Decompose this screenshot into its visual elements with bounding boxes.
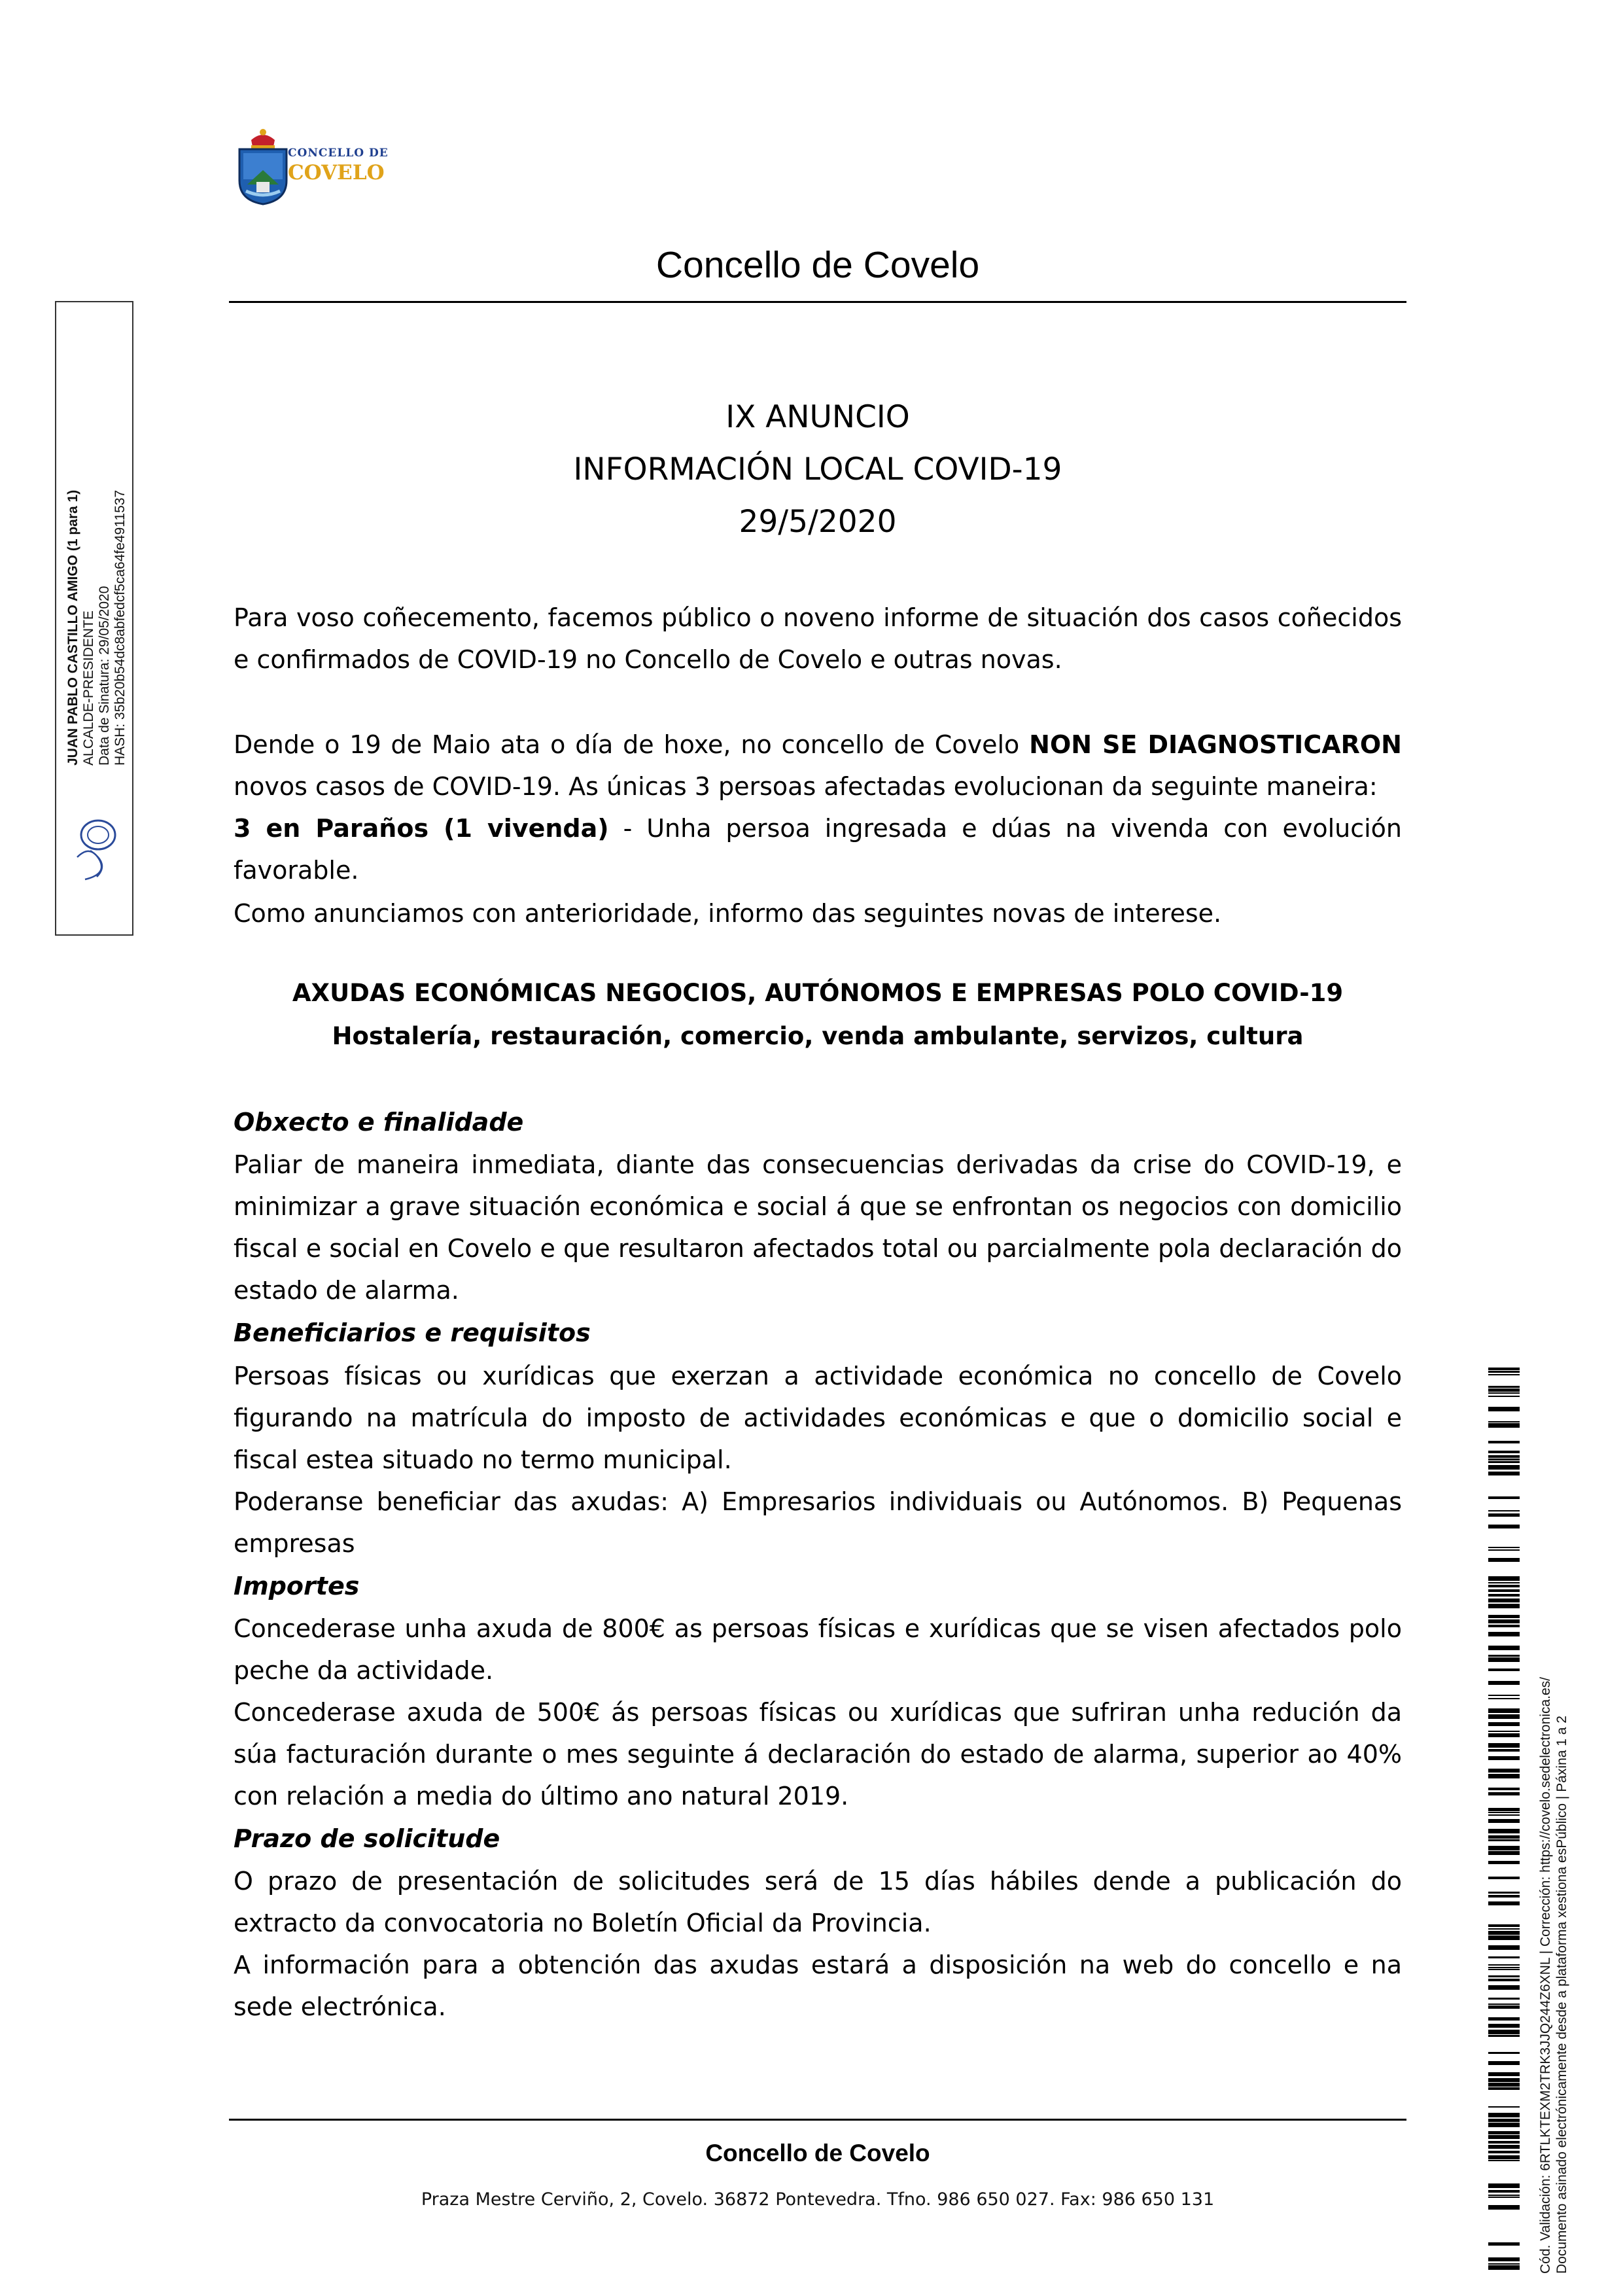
status-text-end: novos casos de COVID-19. As únicas 3 persoas afectadas evolucionan da seguinte maneira: xyxy=(234,772,1378,801)
barcode-bar xyxy=(1488,1964,1520,1966)
validation-barcode xyxy=(1488,1368,1520,2270)
barcode-bar xyxy=(1488,1956,1520,1958)
barcode-bar xyxy=(1488,1967,1520,1968)
coat-of-arms-icon xyxy=(237,127,289,209)
barcode-bar xyxy=(1488,2078,1520,2082)
barcode-bar xyxy=(1488,2155,1520,2159)
barcode-bar xyxy=(1488,2141,1520,2144)
barcode-bar xyxy=(1488,1808,1520,1811)
heading-beneficiarios: Beneficiarios e requisitos xyxy=(234,1318,591,1347)
footer-divider xyxy=(229,2119,1406,2121)
barcode-bar xyxy=(1488,1386,1520,1388)
barcode-bar xyxy=(1488,2119,1520,2122)
barcode-bar xyxy=(1488,1695,1520,1696)
barcode-bar xyxy=(1488,1558,1520,1562)
barcode-bar xyxy=(1488,1969,1520,1970)
barcode-bar xyxy=(1488,1895,1520,1898)
barcode-bar xyxy=(1488,2205,1520,2210)
heading-obxecto: Obxecto e finalidade xyxy=(234,1108,524,1137)
barcode-bar xyxy=(1488,1371,1520,1373)
barcode-bar xyxy=(1488,1368,1520,1370)
section-title: AXUDAS ECONÓMICAS NEGOCIOS, AUTÓNOMOS E EMPRESAS POLO COVID-19 xyxy=(292,979,1344,1007)
signer-role: ALCALDE-PRESIDENTE xyxy=(81,610,96,766)
barcode-bar xyxy=(1488,1451,1520,1453)
barcode-bar xyxy=(1488,1788,1520,1790)
barcode-bar xyxy=(1488,1423,1520,1428)
barcode-bar xyxy=(1488,1839,1520,1841)
barcode-bar xyxy=(1488,1525,1520,1528)
heading-importes: Importes xyxy=(234,1572,360,1600)
importes-text-2: Concederase axuda de 500€ ás persoas físicas ou xurídicas que sufriran unha redución da súa facturación durante o mes seguinte á declaración do estado de alarma, superior ao 40% con relación a media do último ano natural 2019. xyxy=(234,1698,1402,1810)
barcode-bar xyxy=(1488,1458,1520,1460)
intro-paragraph: Para voso coñecemento, facemos público o noveno informe de situación dos casos coñecidos e confirmados de COVID-19 no Concello de Covelo e outras novas. xyxy=(234,603,1402,674)
heading-prazo: Prazo de solicitude xyxy=(234,1824,500,1853)
barcode-bar xyxy=(1488,1769,1520,1773)
header-title: Concello de Covelo xyxy=(655,244,980,286)
barcode-bar xyxy=(1488,2004,1520,2005)
barcode-bar xyxy=(1488,1594,1520,1597)
barcode-bar xyxy=(1488,2024,1520,2028)
barcode-bar xyxy=(1488,1774,1520,1778)
barcode-bar xyxy=(1488,2242,1520,2246)
barcode-bar xyxy=(1488,1604,1520,1608)
status-highlight: NON SE DIAGNOSTICARON xyxy=(1029,730,1402,759)
barcode-bar xyxy=(1488,1374,1520,1375)
barcode-bar xyxy=(1488,2257,1520,2261)
barcode-bar xyxy=(1488,1496,1520,1499)
barcode-bar xyxy=(1488,1892,1520,1894)
barcode-bar xyxy=(1488,2005,1520,2009)
footer-title: Concello de Covelo xyxy=(705,2140,930,2166)
beneficiarios-text-1: Persoas físicas ou xurídicas que exerzan a actividade económica no concello de Covelo figurando na matrícula do imposto de actividades económicas e que o domicilio social e fiscal estea situado no termo municipal. xyxy=(234,1362,1402,1474)
barcode-bar xyxy=(1488,1441,1520,1443)
logo-text-line2: COVELO xyxy=(288,161,385,185)
barcode-bar xyxy=(1488,1814,1520,1816)
barcode-bar xyxy=(1488,1549,1520,1551)
barcode-bar xyxy=(1488,1681,1520,1685)
barcode-bar xyxy=(1488,1396,1520,1397)
announcement-date: 29/5/2020 xyxy=(739,504,897,540)
barcode-bar xyxy=(1488,1576,1520,1581)
barcode-bar xyxy=(1488,1625,1520,1627)
barcode-bar xyxy=(1488,2265,1520,2270)
barcode-bar xyxy=(1488,1421,1520,1422)
barcode-bar xyxy=(1488,1722,1520,1726)
barcode-bar xyxy=(1488,1407,1520,1411)
barcode-bar xyxy=(1488,1931,1520,1935)
barcode-bar xyxy=(1488,1743,1520,1748)
barcode-bar xyxy=(1488,1835,1520,1839)
beneficiarios-text-2: Poderanse beneficiar das axudas: A) Empresarios individuais ou Autónomos. B) Pequenas empresas xyxy=(234,1487,1402,1558)
barcode-bar xyxy=(1488,2263,1520,2265)
barcode-bar xyxy=(1488,1945,1520,1950)
barcode-bar xyxy=(1488,1388,1520,1392)
status-paragraph xyxy=(234,724,1402,891)
cases-highlight: 3 en Paraños (1 vivenda) xyxy=(234,814,609,843)
signature-hash: HASH: 35b20b54dc8abfedcf5ca64fe4911537 xyxy=(113,489,128,766)
barcode-bar xyxy=(1488,2083,1520,2087)
barcode-bar xyxy=(1488,1392,1520,1394)
barcode-bar xyxy=(1488,1733,1520,1737)
barcode-bar xyxy=(1488,1669,1520,1671)
status-text-start: Dende o 19 de Maio ata o día de hoxe, no concello de Covelo xyxy=(234,730,1030,759)
barcode-bar xyxy=(1488,1585,1520,1587)
barcode-bar xyxy=(1488,2113,1520,2117)
barcode-bar xyxy=(1488,1547,1520,1548)
barcode-bar xyxy=(1488,2160,1520,2161)
barcode-bar xyxy=(1488,1632,1520,1636)
barcode-bar xyxy=(1488,1877,1520,1879)
barcode-bar xyxy=(1488,1461,1520,1463)
barcode-bar xyxy=(1488,1582,1520,1583)
barcode-bar xyxy=(1488,2052,1520,2054)
barcode-bar xyxy=(1488,1998,1520,2000)
importes-text-1: Concederase unha axuda de 800€ as persoas físicas e xurídicas que se visen afectados polo peche da actividade. xyxy=(234,1614,1402,1685)
barcode-bar xyxy=(1488,2190,1520,2193)
barcode-bar xyxy=(1488,2151,1520,2153)
barcode-bar xyxy=(1488,2123,1520,2127)
barcode-bar xyxy=(1488,1657,1520,1662)
barcode-bar xyxy=(1488,1708,1520,1713)
barcode-bar xyxy=(1488,1615,1520,1618)
barcode-bar xyxy=(1488,1455,1520,1458)
barcode-bar xyxy=(1488,1655,1520,1657)
barcode-bar xyxy=(1488,1698,1520,1699)
barcode-bar xyxy=(1488,2145,1520,2149)
barcode-bar xyxy=(1488,1819,1520,1823)
barcode-bar xyxy=(1488,1829,1520,1833)
barcode-bar xyxy=(1488,1749,1520,1752)
barcode-bar xyxy=(1488,1928,1520,1930)
footer-address: Praza Mestre Cerviño, 2, Covelo. 36872 Pontevedra. Tfno. 986 650 027. Fax: 986 650 131 xyxy=(421,2189,1215,2210)
barcode-bar xyxy=(1488,1861,1520,1864)
cases-detail: - Unha persoa ingresada e dúas na vivenda con evolución favorable. xyxy=(234,814,1403,885)
validation-platform: Documento asinado electrónicamente desde a plataforma xestiona esPúblico | Páxina 1 a 2 xyxy=(1554,1716,1569,2274)
validation-info xyxy=(1537,1358,1570,2274)
barcode-bar xyxy=(1488,1598,1520,1602)
section-subtitle: Hostalería, restauración, comercio, venda ambulante, servizos, cultura xyxy=(332,1022,1304,1050)
barcode-bar xyxy=(1488,1619,1520,1623)
barcode-bar xyxy=(1488,1901,1520,1905)
barcode-bar xyxy=(1488,1979,1520,1981)
barcode-bar xyxy=(1488,2197,1520,2198)
barcode-bar xyxy=(1488,1851,1520,1855)
obxecto-text: Paliar de maneira inmediata, diante das consecuencias derivadas da crise do COVID-19, e minimizar a grave situación económica e social á que se enfrontan os negocios con domicilio fiscal e social en Covelo e que resultaron afectados total ou parcialmente pola declaración do estado de alarma. xyxy=(234,1150,1402,1305)
barcode-bar xyxy=(1488,2035,1520,2037)
barcode-bar xyxy=(1488,1714,1520,1719)
barcode-bar xyxy=(1488,1812,1520,1813)
signature-details xyxy=(65,177,128,766)
prazo-text-2: A información para a obtención das axudas estará a disposición na web do concello e na sede electrónica. xyxy=(234,1951,1402,2021)
barcode-bar xyxy=(1488,2131,1520,2134)
news-paragraph: Como anunciamos con anterioridade, informo das seguintes novas de interese. xyxy=(234,899,1222,928)
barcode-bar xyxy=(1488,2135,1520,2139)
barcode-bar xyxy=(1488,1924,1520,1927)
barcode-bar xyxy=(1488,1513,1520,1517)
barcode-bar xyxy=(1488,2030,1520,2034)
barcode-bar xyxy=(1488,2195,1520,2196)
barcode-bar xyxy=(1488,1985,1520,1990)
barcode-bar xyxy=(1488,1465,1520,1470)
signer-name: JUAN PABLO CASTILLO AMIGO (1 para 1) xyxy=(65,489,80,766)
prazo-text-1: O prazo de presentación de solicitudes será de 15 días hábiles dende a publicación do extracto da convocatoria no Boletín Oficial da Provincia. xyxy=(234,1867,1402,1937)
announcement-title: INFORMACIÓN LOCAL COVID-19 xyxy=(573,451,1062,487)
barcode-bar xyxy=(1488,2106,1520,2108)
barcode-bar xyxy=(1488,2061,1520,2065)
barcode-bar xyxy=(1488,2087,1520,2090)
barcode-bar xyxy=(1488,1510,1520,1511)
barcode-bar xyxy=(1488,2017,1520,2021)
barcode-bar xyxy=(1488,1792,1520,1795)
signature-seal-icon xyxy=(71,811,120,883)
barcode-bar xyxy=(1488,1975,1520,1977)
barcode-bar xyxy=(1488,1589,1520,1592)
logo-text-line1: CONCELLO DE xyxy=(288,147,389,160)
barcode-bar xyxy=(1488,2183,1520,2188)
barcode-bar xyxy=(1488,1472,1520,1475)
header-divider xyxy=(229,301,1406,303)
barcode-bar xyxy=(1488,1646,1520,1650)
validation-code: Cód. Validación: 6RTLKTEXM2TRK3JJQ244Z6XNL | Corrección: https://covelo.sedelectronica.es/ xyxy=(1538,1677,1553,2274)
announcement-number: IX ANUNCIO xyxy=(725,399,910,435)
concello-logo xyxy=(237,127,389,209)
barcode-bar xyxy=(1488,1846,1520,1850)
barcode-bar xyxy=(1488,1756,1520,1760)
signature-date: Data de Sinatura: 29/05/2020 xyxy=(97,586,112,766)
barcode-bar xyxy=(1488,2072,1520,2076)
barcode-bar xyxy=(1488,1935,1520,1940)
barcode-bar xyxy=(1488,1731,1520,1732)
